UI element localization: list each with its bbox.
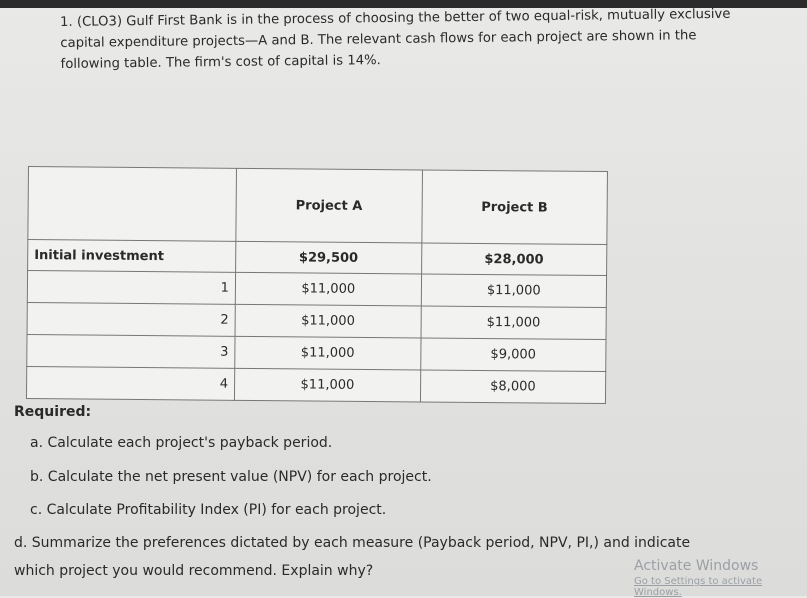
cash-flow-b: $11,000 bbox=[421, 306, 607, 340]
problem-intro: 1. (CLO3) Gulf First Bank is in the process of choosing the better of two equal-risk, mutually exclusive capital expenditure projects—A and B. The relevant cash flows for each project are shown in the following table. The firm's cost of capital is 14%. bbox=[60, 6, 731, 72]
header-project-b: Project B bbox=[422, 170, 608, 245]
initial-investment-a: $29,500 bbox=[236, 241, 422, 274]
required-item-a: a. Calculate each project's payback period. bbox=[30, 435, 333, 451]
initial-investment-b: $28,000 bbox=[421, 243, 607, 276]
initial-investment-row bbox=[28, 240, 607, 276]
cash-flow-a: $11,000 bbox=[235, 304, 421, 338]
year-cell: 2 bbox=[27, 302, 235, 336]
required-item-d-line2: which project you would recommend. Explain why? bbox=[14, 563, 374, 579]
activate-windows-watermark bbox=[634, 558, 807, 598]
header-blank bbox=[28, 167, 237, 242]
year-cell: 3 bbox=[27, 334, 235, 368]
cash-flow-a: $11,000 bbox=[234, 368, 420, 402]
initial-investment-label: Initial investment bbox=[28, 240, 236, 273]
year-cell: 4 bbox=[26, 366, 234, 400]
watermark-title: Activate Windows bbox=[634, 558, 759, 574]
table-row bbox=[27, 302, 606, 339]
header-project-a: Project A bbox=[236, 168, 422, 243]
year-cell: 1 bbox=[27, 271, 235, 305]
table-row bbox=[26, 366, 605, 403]
cash-flow-table bbox=[26, 166, 608, 404]
cash-flow-a: $11,000 bbox=[235, 272, 421, 306]
required-item-b: b. Calculate the net present value (NPV) for each project. bbox=[30, 469, 432, 485]
watermark-settings-link[interactable]: Go to Settings to activate Windows. bbox=[634, 576, 763, 598]
cash-flow-a: $11,000 bbox=[235, 336, 421, 370]
required-item-c: c. Calculate Profitability Index (PI) for each project. bbox=[30, 502, 387, 518]
cash-flow-b: $8,000 bbox=[420, 370, 606, 404]
table-row bbox=[27, 334, 606, 371]
table-header-row bbox=[28, 167, 608, 245]
required-heading: Required: bbox=[14, 404, 92, 420]
cash-flow-b: $9,000 bbox=[420, 338, 606, 372]
cash-flow-b: $11,000 bbox=[421, 274, 607, 308]
required-item-d-line1: d. Summarize the preferences dictated by each measure (Payback period, NPV, PI,) and indicate bbox=[14, 535, 691, 551]
table-row bbox=[27, 271, 606, 308]
